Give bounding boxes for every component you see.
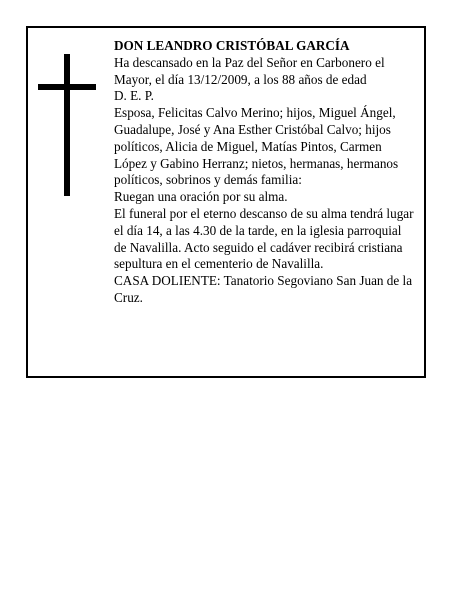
- deceased-name: DON LEANDRO CRISTÓBAL GARCÍA: [114, 38, 350, 53]
- rest-announcement: Ha descansado en la Paz del Señor en Carbonero el Mayor, el día 13/12/2009, a los 88 años de edad: [114, 54, 385, 87]
- cross-vertical-bar: [64, 54, 70, 196]
- obituary-text-block: [114, 38, 416, 307]
- rip-line: D. E. P.: [114, 88, 154, 104]
- prayer-request: Ruegan una oración por su alma.: [114, 189, 288, 205]
- mourning-house: CASA DOLIENTE: Tanatorio Segoviano San Juan de la Cruz.: [114, 273, 413, 305]
- family-list: Esposa, Felicitas Calvo Merino; hijos, Miguel Ángel, Guadalupe, José y Ana Esther Cristóbal Calvo; hijos políticos, Alicia de Miguel, Matías Pintos, Carmen López y Gabino Herranz; nietos, hermanas, hermanos políticos, sobrinos y demás familia:: [114, 105, 399, 188]
- funeral-details: El funeral por el eterno descanso de su alma tendrá lugar el día 14, a las 4.30 de la tarde, en la iglesia parroquial de Navalilla. Acto seguido el cadáver recibirá cristiana sepultura en el cementerio de Navalilla.: [114, 205, 414, 272]
- cross-horizontal-bar: [38, 84, 96, 90]
